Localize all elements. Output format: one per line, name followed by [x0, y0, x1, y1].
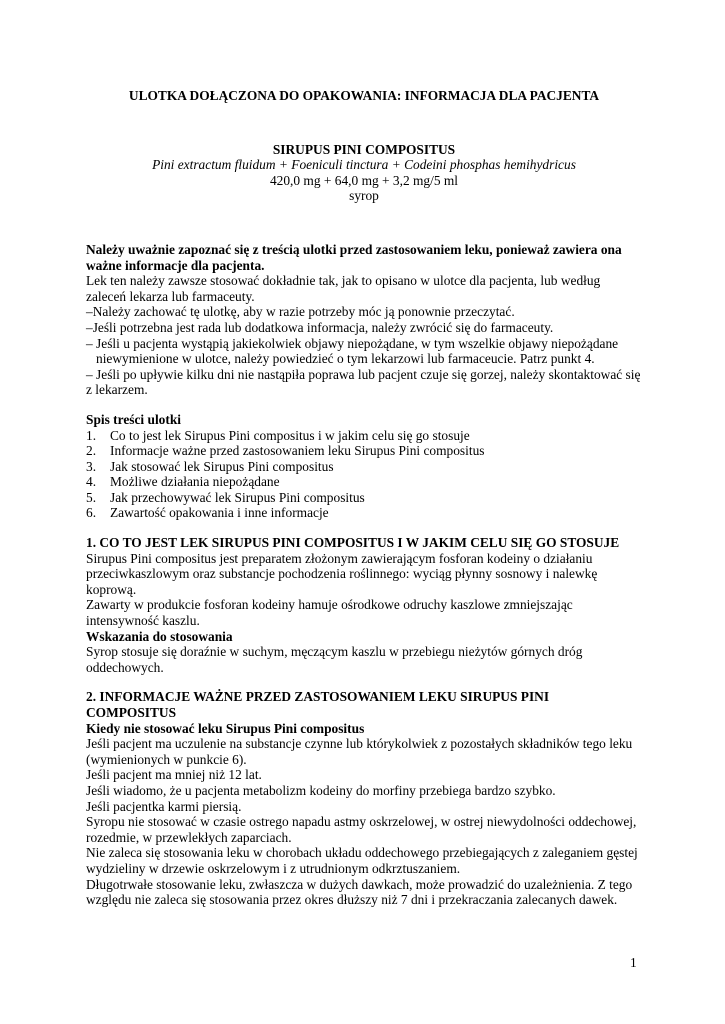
warning-line: – Jeśli u pacjenta wystąpią jakiekolwiek objawy niepożądane, w tym wszelkie objawy niepożądane: [86, 335, 619, 351]
toc-item-number: 3.: [86, 458, 97, 474]
contraindication-line: Jeśli pacjentka karmi piersią.: [86, 798, 242, 814]
leaflet-page: [86, 88, 642, 908]
contraindication-line: Syropu nie stosować w czasie ostrego napadu astmy oskrzelowej, w ostrej niewydolności oddechowej, rozedmie, w przewlekłych zaparciach.: [86, 814, 637, 845]
page-number: 1: [630, 955, 637, 970]
toc-item-number: 4.: [86, 474, 97, 490]
product-strength: 420,0 mg + 64,0 mg + 3,2 mg/5 ml: [269, 172, 459, 188]
toc-item: [86, 490, 642, 506]
product-form: syrop: [349, 188, 379, 204]
contraindication-line: Jeśli pacjent ma mniej niż 12 lat.: [86, 767, 262, 783]
section-1: [86, 535, 642, 675]
toc-item: [86, 505, 642, 521]
product-composition: Pini extractum fluidum + Foeniculi tinctura + Codeini phosphas hemihydricus: [152, 157, 576, 173]
warning-line: –Jeśli potrzebna jest rada lub dodatkowa informacja, należy zwrócić się do farmaceuty.: [86, 319, 554, 335]
toc-item-number: 2.: [86, 443, 97, 459]
toc-item-text: Jak stosować lek Sirupus Pini compositus: [110, 458, 334, 474]
section-2-heading: 2. INFORMACJE WAŻNE PRZED ZASTOSOWANIEM LEKU SIRUPUS PINI COMPOSITUS: [86, 689, 550, 720]
section-2: [86, 689, 642, 907]
section-1-paragraph: Sirupus Pini compositus jest preparatem złożonym zawierającym fosforan kodeiny o działaniu przeciwkaszlowym oraz substancje pochodzenia roślinnego: wyciąg płynny sosnowy i nalewkę koprową.: [86, 550, 598, 597]
toc-item: [86, 459, 642, 475]
contraindication-line: Jeśli pacjent ma uczulenie na substancje czynne lub którykolwiek z pozostałych składników tego leku (wymienionych w punkcie 6).: [86, 736, 633, 767]
warning-line: – Jeśli po upływie kilku dni nie nastąpiła poprawa lub pacjent czuje się gorzej, należy skontaktować się z lekarzem.: [86, 366, 641, 398]
warning-line: niewymienione w ulotce, należy powiedzieć o tym lekarzowi lub farmaceucie. Patrz punkt 4.: [96, 351, 595, 367]
toc-item-text: Informacje ważne przed zastosowaniem leku Sirupus Pini compositus: [110, 443, 485, 459]
toc-item-text: Jak przechowywać lek Sirupus Pini compositus: [110, 489, 365, 505]
indications-text: Syrop stosuje się doraźnie w suchym, męczącym kaszlu w przebiegu nieżytów górnych dróg oddechowych.: [86, 644, 583, 675]
warning-line: Lek ten należy zawsze stosować dokładnie tak, jak to opisano w ulotce dla pacjenta, lub według zaleceń lekarza lub farmaceuty.: [86, 273, 601, 304]
toc-item: [86, 428, 642, 444]
indications-heading: Wskazania do stosowania: [86, 628, 233, 644]
warning-line: –Należy zachować tę ulotkę, aby w razie potrzeby móc ją ponownie przeczytać.: [86, 304, 515, 320]
toc-heading: Spis treści ulotki: [86, 411, 181, 427]
contraindication-line: Nie zaleca się stosowania leku w chorobach układu oddechowego przebiegających z zaleganiem gęstej wydzieliny w drzewie oskrzelowym i z utrudnionym odkrztuszaniem.: [86, 845, 638, 876]
section-1-paragraph: Zawarty w produkcie fosforan kodeiny hamuje ośrodkowe odruchy kaszlowe zmniejszając intensywność kaszlu.: [86, 597, 573, 629]
toc-item-text: Możliwe działania niepożądane: [110, 474, 280, 490]
product-name: SIRUPUS PINI COMPOSITUS: [272, 141, 456, 157]
toc-item-text: Zawartość opakowania i inne informacje: [110, 505, 329, 521]
warning-heading: Należy uważnie zapoznać się z treścią ulotki przed zastosowaniem leku, ponieważ zawiera ona ważne informacje dla pacjenta.: [86, 241, 622, 273]
warning-block: [86, 242, 642, 398]
toc-list: [86, 428, 642, 522]
toc-item-text: Co to jest lek Sirupus Pini compositus i w jakim celu się go stosuje: [110, 427, 470, 443]
toc-item-number: 1.: [86, 427, 97, 443]
toc-item-number: 6.: [86, 505, 97, 521]
toc-block: [86, 412, 642, 521]
product-block: [86, 142, 642, 204]
contraindication-line: Jeśli wiadomo, że u pacjenta metabolizm kodeiny do morfiny przebiega bardzo szybko.: [86, 782, 556, 798]
contraindications-heading: Kiedy nie stosować leku Sirupus Pini compositus: [86, 720, 365, 736]
document-title: ULOTKA DOŁĄCZONA DO OPAKOWANIA: INFORMACJA DLA PACJENTA: [128, 88, 600, 103]
section-1-heading: 1. CO TO JEST LEK SIRUPUS PINI COMPOSITUS I W JAKIM CELU SIĘ GO STOSUJE: [86, 535, 620, 551]
toc-item: [86, 443, 642, 459]
toc-item-number: 5.: [86, 489, 97, 505]
contraindication-line: Długotrwałe stosowanie leku, zwłaszcza w dużych dawkach, może prowadzić do uzależnienia. Z tego względu nie zaleca się stosowania przez okres dłuższy niż 7 dni i przekraczania zalecanych dawek.: [86, 876, 633, 908]
toc-item: [86, 474, 642, 490]
